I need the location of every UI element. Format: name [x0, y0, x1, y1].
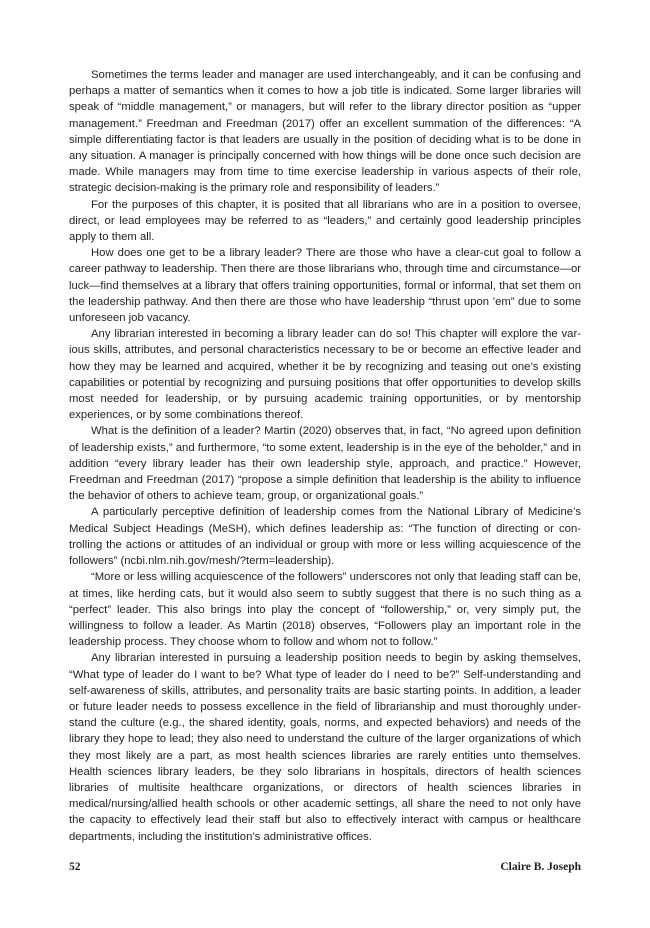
paragraph-leader-vs-manager: Sometimes the terms leader and manager are used interchangeably, and it can be confusing and perhaps a matter of semantics when it comes to how a job title is indicated. Some larger libraries will speak of “middle management,” or managers, but will refer to the library director position as “upper management.” Freedman and Freedman (2017) offer an excellent summation of the differences: “A simple differentiating factor is that leaders are usually in the position of deciding what is to be done in any situation. A manager is principally concerned with how things will be done once such decision are made. While managers may from time to time exercise leadership in various aspects of their role, strategic decision-making is the primary role and responsibility of leaders.” — [69, 69, 581, 195]
paragraph-definition: What is the definition of a leader? Martin (2020) observes that, in fact, “No agreed upon definition of leadership exists,” and furthermore, “to some extent, leadership is in the eye of the beholder,” and in addition “every library leader has their own leadership style, approach, and practice.” However, Freedman and Freedman (2017) “propose a simple definition that leadership is the ability to influence the behavior of others to achieve team, group, or organizational goals.” — [69, 425, 581, 503]
chapter-body — [69, 67, 581, 845]
page-number: 52 — [69, 861, 81, 873]
paragraph-followership: “More or less willing acquiescence of the followers” underscores not only that leading staff can be, at times, like herding cats, but it would also seem to subtly suggest that there is no such thing as a “perfect” leader. This also brings into play the concept of “followership,” or, very simply put, the willingness to follow a leader. As Martin (2018) observes, “Followers play an important role in the leadership process. They choose whom to follow and whom not to follow.” — [69, 571, 581, 649]
paragraph-self-understanding: Any librarian interested in pursuing a leadership position needs to begin by asking themselves, “What type of leader do I want to be? What type of leader do I need to be?” Self-understanding and self-awareness of skills, attributes, and personality traits are basic starting points. In addition, a leader or future leader needs to possess excellence in the field of librarianship and must thoroughly understand the culture (e.g., the shared identity, goals, norms, and expected behaviors) and needs of the library they hope to lead; they also need to understand the culture of the larger organizations of which they most likely are a part, as most health sciences libraries are rarely entities unto themselves. Health sciences library leaders, be they solo librarians in hospitals, directors of health sciences libraries of multisite healthcare organizations, or directors of health sciences libraries in medical/nursing/allied health schools or other academic settings, all share the need to not only have the capacity to effectively lead their staff but also to effectively interact with campus or healthcare departments, including the institution’s administrative offices. — [69, 652, 581, 843]
paragraph-mesh-definition: A particularly perceptive definition of leadership comes from the National Library of Medicine’s Medical Subject Headings (MeSH), which defines leadership as: “The function of directing or controlling the actions or attitudes of an individual or group with more or less willing acquiescence of the followers” (ncbi.nlm.nih.gov/mesh/?term=leadership). — [69, 506, 581, 568]
paragraph-becoming-leader: How does one get to be a library leader? There are those who have a clear-cut goal to follow a career pathway to leadership. Then there are those librarians who, through time and circumstance—or luck—find themselves at a library that offers training opportunities, formal or informal, that set them on the leadership pathway. And then there are those who have leadership “thrust upon ’em” due to some unforeseen job vacancy. — [69, 247, 581, 325]
paragraph-chapter-purpose: For the purposes of this chapter, it is posited that all librarians who are in a position to oversee, direct, or lead employees may be referred to as “leaders,” and certainly good leadership principles apply to them all. — [69, 198, 581, 244]
paragraph-any-librarian: Any librarian interested in becoming a library leader can do so! This chapter will explore the various skills, attributes, and personal characteristics necessary to be or become an effective leader and how they may be learned and acquired, whether it be by recognizing and teasing out one’s existing capabilities or potential by recognizing and pursuing positions that offer opportunities to develop skills most needed for leadership, or by pursuing academic training opportunities, or by mentorship experiences, or by some combinations thereof. — [69, 328, 581, 422]
running-footer-author: Claire B. Joseph — [500, 861, 581, 873]
